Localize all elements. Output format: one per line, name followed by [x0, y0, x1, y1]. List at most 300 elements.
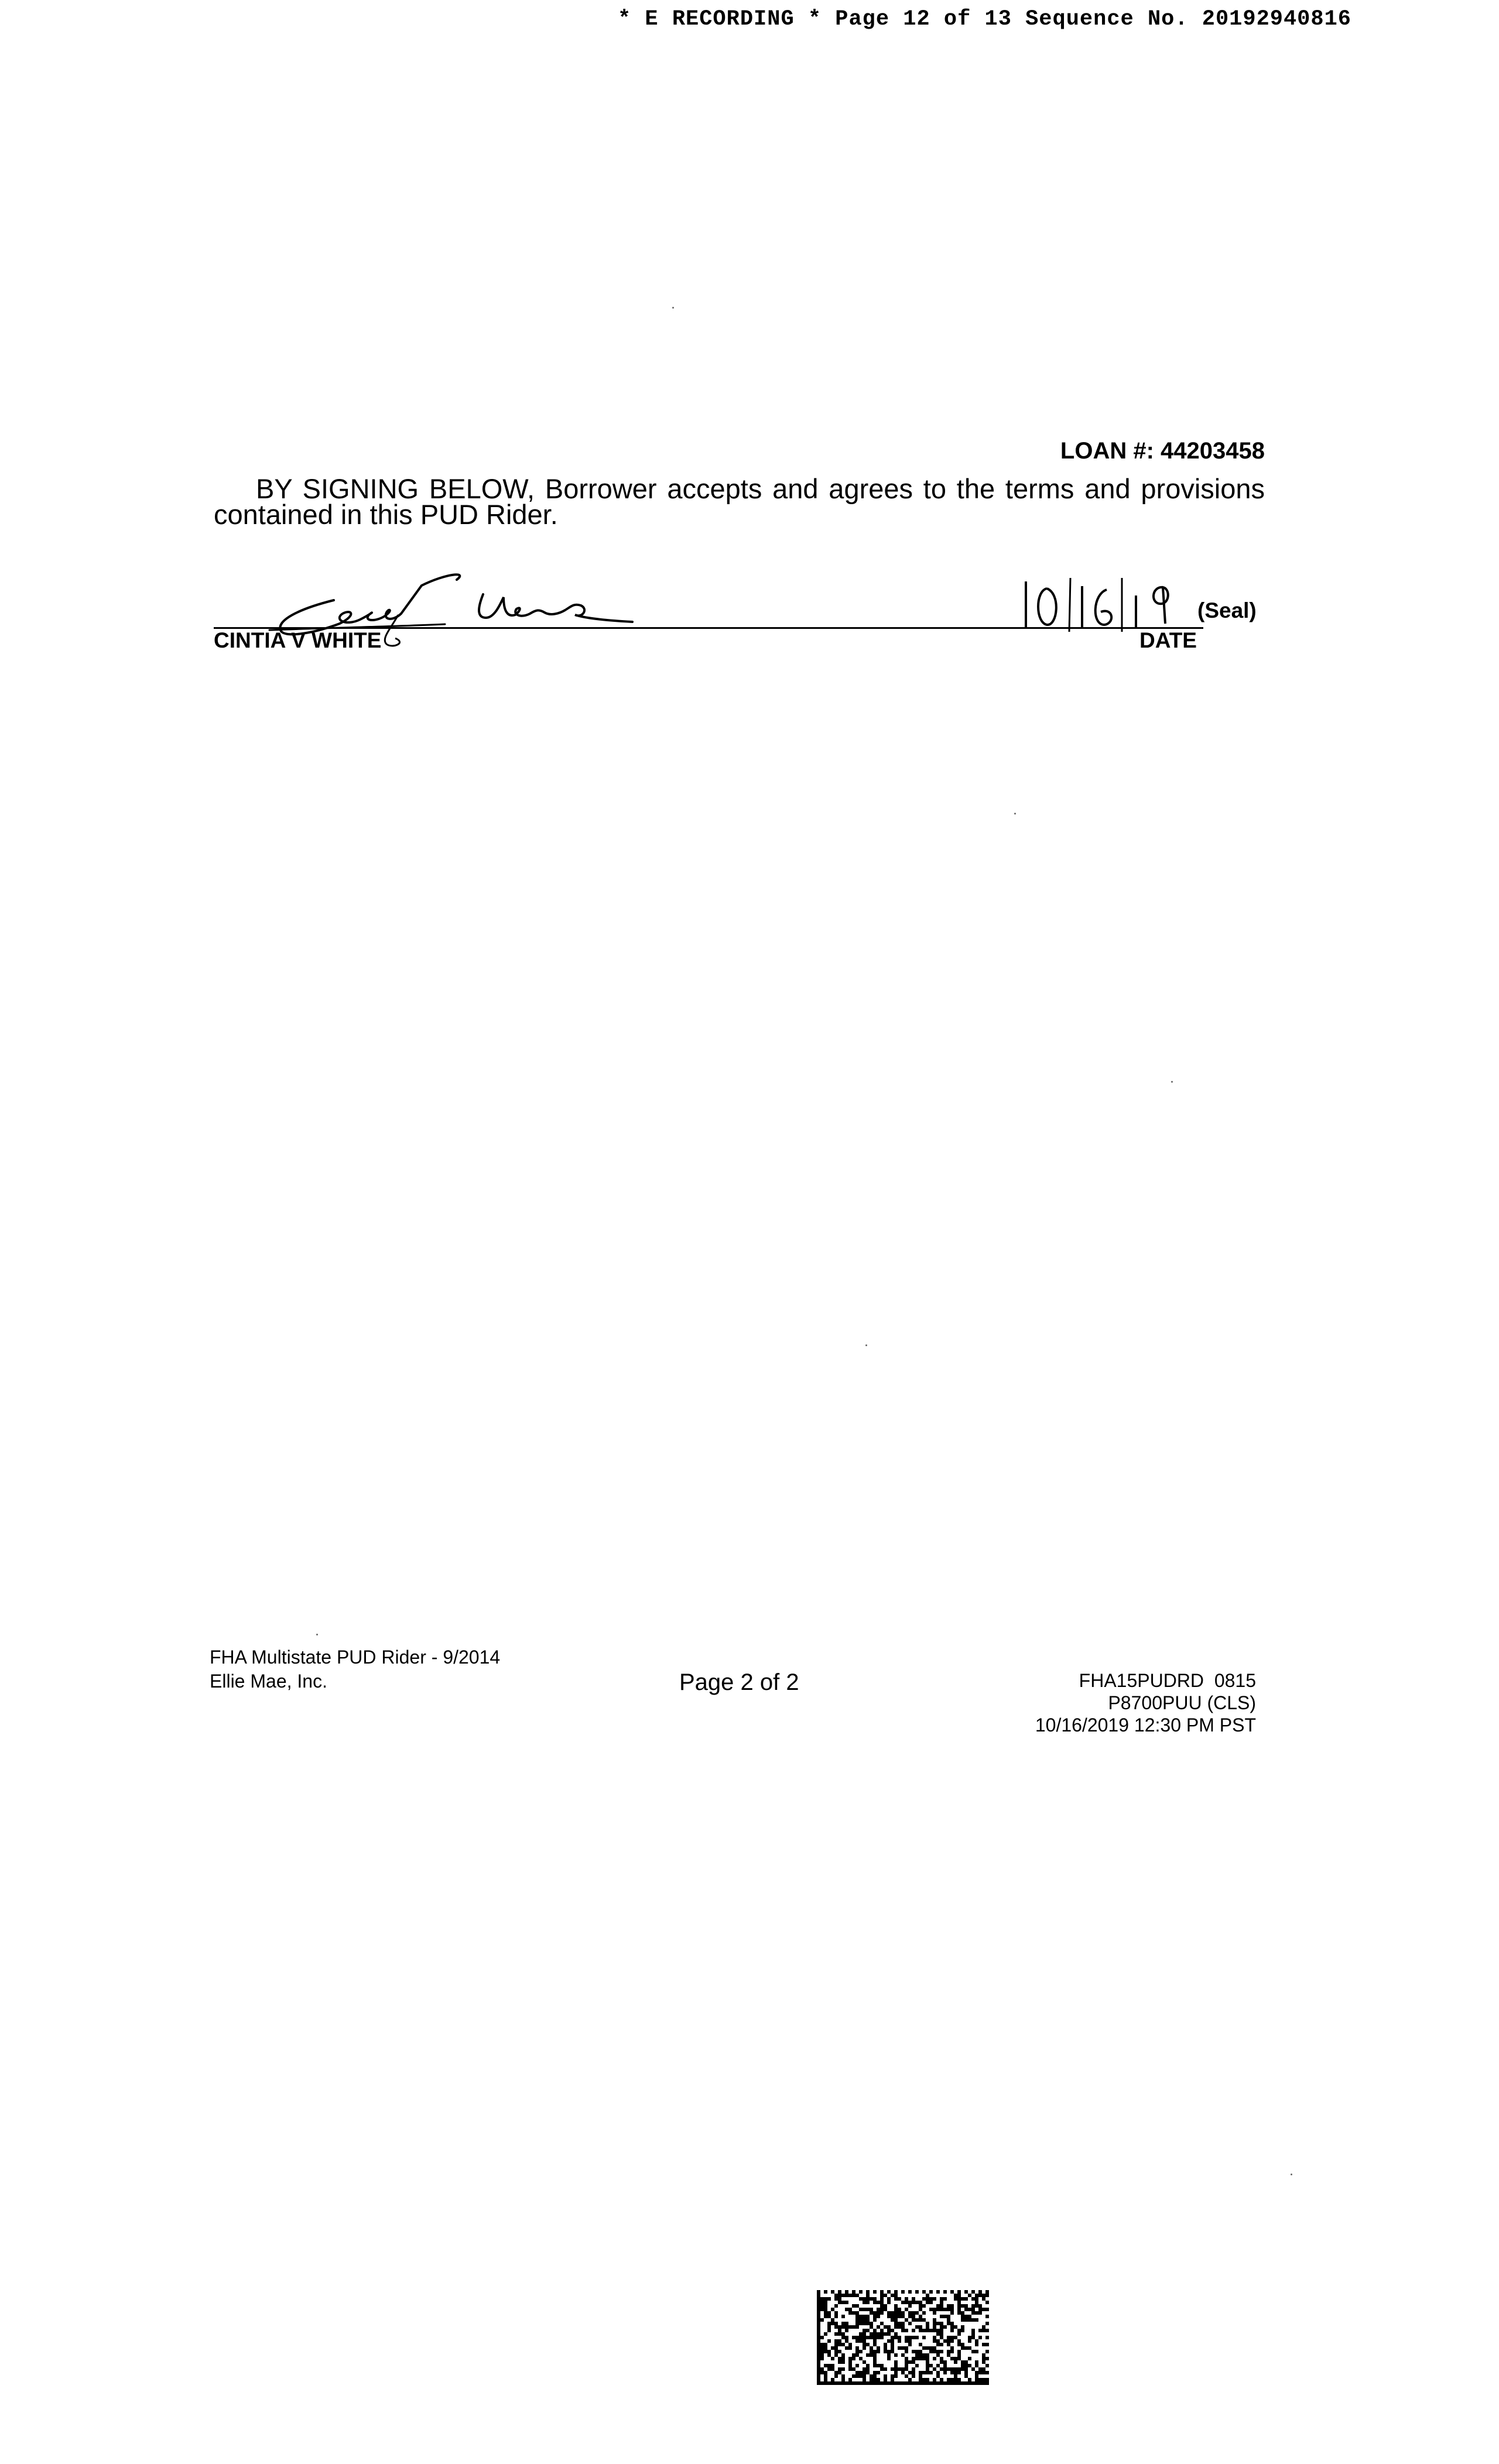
- barcode-module: [838, 2339, 841, 2343]
- barcode-module: [922, 2304, 926, 2308]
- barcode-module: [866, 2364, 870, 2367]
- barcode-module: [957, 2301, 961, 2304]
- barcode-module: [834, 2311, 838, 2315]
- barcode-module: [887, 2297, 891, 2301]
- barcode-module: [947, 2315, 950, 2318]
- barcode-module: [894, 2311, 898, 2315]
- recording-header: * E RECORDING * Page 12 of 13 Sequence No. 20192940816: [618, 7, 1351, 32]
- barcode-module: [870, 2353, 873, 2357]
- barcode-module: [982, 2308, 985, 2311]
- barcode-module: [905, 2346, 908, 2350]
- barcode-module: [838, 2290, 841, 2294]
- barcode-module: [898, 2346, 901, 2350]
- barcode-module: [824, 2297, 827, 2301]
- barcode-module: [873, 2378, 877, 2381]
- barcode-module: [880, 2301, 884, 2304]
- barcode-module: [922, 2336, 926, 2339]
- barcode-module: [982, 2371, 985, 2374]
- barcode-module: [863, 2329, 866, 2332]
- barcode-module: [855, 2350, 859, 2353]
- barcode-module: [985, 2343, 989, 2346]
- barcode-module: [880, 2308, 884, 2311]
- barcode-module: [859, 2297, 863, 2301]
- barcode-module: [852, 2367, 855, 2371]
- barcode-module: [919, 2353, 922, 2357]
- barcode-module: [855, 2336, 859, 2339]
- page-number: Page 2 of 2: [679, 1669, 799, 1695]
- barcode-module: [912, 2301, 915, 2304]
- barcode-module: [954, 2378, 957, 2381]
- barcode-module: [936, 2364, 940, 2367]
- barcode-module: [841, 2360, 845, 2364]
- barcode-module: [905, 2350, 908, 2353]
- barcode-module: [947, 2304, 950, 2308]
- barcode-module: [873, 2290, 877, 2294]
- barcode-module: [982, 2325, 985, 2329]
- barcode-module: [891, 2374, 894, 2378]
- barcode-module: [898, 2308, 901, 2311]
- barcode-module: [926, 2294, 929, 2297]
- barcode-module: [841, 2332, 845, 2336]
- barcode-module: [926, 2357, 929, 2360]
- barcode-module: [863, 2371, 866, 2374]
- barcode-module: [957, 2357, 961, 2360]
- barcode-module: [880, 2294, 884, 2297]
- barcode-module: [957, 2332, 961, 2336]
- barcode-module: [838, 2294, 841, 2297]
- barcode-module: [870, 2308, 873, 2311]
- barcode-module: [961, 2329, 964, 2332]
- barcode-module: [915, 2311, 919, 2315]
- barcode-module: [912, 2357, 915, 2360]
- barcode-module: [926, 2378, 929, 2381]
- barcode-module: [940, 2315, 943, 2318]
- barcode-module: [985, 2350, 989, 2353]
- barcode-module: [905, 2336, 908, 2339]
- barcode-module: [954, 2371, 957, 2374]
- barcode-module: [855, 2315, 859, 2318]
- barcode-module: [873, 2339, 877, 2343]
- barcode-module: [852, 2290, 855, 2294]
- barcode-module: [898, 2311, 901, 2315]
- barcode-module: [954, 2357, 957, 2360]
- barcode-module: [894, 2290, 898, 2294]
- barcode-module: [859, 2308, 863, 2311]
- barcode-module: [852, 2311, 855, 2315]
- barcode-module: [912, 2336, 915, 2339]
- barcode-module: [919, 2357, 922, 2360]
- barcode-module: [943, 2297, 947, 2301]
- barcode-module: [855, 2318, 859, 2322]
- barcode-module: [901, 2315, 905, 2318]
- barcode-module: [880, 2364, 884, 2367]
- barcode-module: [929, 2290, 933, 2294]
- barcode-module: [915, 2290, 919, 2294]
- barcode-module: [898, 2315, 901, 2318]
- agreement-paragraph: [214, 473, 1265, 530]
- barcode-module: [866, 2367, 870, 2371]
- barcode-module: [975, 2304, 978, 2308]
- scan-speck: [1291, 2174, 1292, 2175]
- barcode-module: [926, 2353, 929, 2357]
- barcode-module: [884, 2343, 887, 2346]
- barcode-module: [873, 2301, 877, 2304]
- barcode-module: [971, 2332, 975, 2336]
- barcode-module: [936, 2343, 940, 2346]
- barcode-module: [905, 2374, 908, 2378]
- barcode-module: [891, 2311, 894, 2315]
- barcode-module: [950, 2290, 954, 2294]
- barcode-module: [926, 2364, 929, 2367]
- barcode-module: [824, 2332, 827, 2336]
- barcode-module: [975, 2343, 978, 2346]
- barcode-module: [877, 2336, 880, 2339]
- barcode-module: [845, 2294, 848, 2297]
- barcode-module: [845, 2339, 848, 2343]
- barcode-module: [968, 2357, 971, 2360]
- barcode-module: [848, 2378, 852, 2381]
- barcode-module: [957, 2294, 961, 2297]
- barcode-module: [975, 2294, 978, 2297]
- barcode-module: [982, 2378, 985, 2381]
- barcode-module: [954, 2297, 957, 2301]
- barcode-module: [964, 2346, 968, 2350]
- barcode-module: [901, 2290, 905, 2294]
- barcode-module: [971, 2304, 975, 2308]
- barcode-module: [947, 2353, 950, 2357]
- barcode-module: [905, 2339, 908, 2343]
- barcode-module: [954, 2367, 957, 2371]
- barcode-module: [863, 2301, 866, 2304]
- barcode-module: [908, 2343, 912, 2346]
- barcode-module: [978, 2336, 982, 2339]
- barcode-module: [834, 2350, 838, 2353]
- barcode-module: [877, 2346, 880, 2350]
- barcode-module: [985, 2294, 989, 2297]
- barcode-module: [848, 2308, 852, 2311]
- barcode-module: [978, 2371, 982, 2374]
- barcode-module: [884, 2304, 887, 2308]
- barcode-module: [894, 2315, 898, 2318]
- barcode-module: [834, 2339, 838, 2343]
- barcode-module: [863, 2378, 866, 2381]
- barcode-module: [866, 2294, 870, 2297]
- barcode-module: [848, 2325, 852, 2329]
- form-name: FHA Multistate PUD Rider - 9/2014: [210, 1647, 501, 1668]
- barcode-module: [870, 2346, 873, 2350]
- barcode-module: [824, 2308, 827, 2311]
- barcode-module: [943, 2315, 947, 2318]
- barcode-module: [961, 2297, 964, 2301]
- barcode-module: [950, 2367, 954, 2371]
- barcode-module: [877, 2364, 880, 2367]
- barcode-module: [831, 2378, 834, 2381]
- barcode-module: [905, 2357, 908, 2360]
- barcode-module: [824, 2343, 827, 2346]
- barcode-module: [919, 2315, 922, 2318]
- barcode-module: [866, 2329, 870, 2332]
- barcode-module: [978, 2311, 982, 2315]
- barcode-module: [887, 2290, 891, 2294]
- barcode-module: [863, 2318, 866, 2322]
- barcode-module: [905, 2329, 908, 2332]
- barcode-module: [912, 2311, 915, 2315]
- barcode-module: [922, 2357, 926, 2360]
- barcode-module: [957, 2308, 961, 2311]
- barcode-module: [831, 2322, 834, 2325]
- barcode-module: [908, 2371, 912, 2374]
- barcode-module: [894, 2364, 898, 2367]
- scan-speck: [865, 1344, 867, 1346]
- barcode-module: [919, 2301, 922, 2304]
- barcode-module: [827, 2297, 831, 2301]
- barcode-module: [964, 2374, 968, 2378]
- barcode-module: [915, 2357, 919, 2360]
- barcode-module: [887, 2325, 891, 2329]
- barcode-module: [968, 2364, 971, 2367]
- barcode-module: [880, 2311, 884, 2315]
- barcode-module: [884, 2308, 887, 2311]
- barcode-module: [936, 2308, 940, 2311]
- barcode-module: [915, 2301, 919, 2304]
- barcode-module: [852, 2357, 855, 2360]
- barcode-module: [880, 2367, 884, 2371]
- barcode-module: [855, 2311, 859, 2315]
- barcode-module: [873, 2297, 877, 2301]
- barcode-module: [929, 2297, 933, 2301]
- barcode-module: [905, 2297, 908, 2301]
- barcode-module: [866, 2343, 870, 2346]
- barcode-module: [841, 2378, 845, 2381]
- barcode-module: [968, 2378, 971, 2381]
- barcode-module: [852, 2325, 855, 2329]
- barcode-module: [926, 2371, 929, 2374]
- barcode-module: [870, 2322, 873, 2325]
- barcode-module: [841, 2357, 845, 2360]
- barcode-module: [898, 2297, 901, 2301]
- barcode-module: [852, 2353, 855, 2357]
- barcode-module: [894, 2371, 898, 2374]
- barcode-module: [940, 2308, 943, 2311]
- barcode-module: [870, 2332, 873, 2336]
- barcode-module: [975, 2339, 978, 2343]
- barcode-module: [957, 2339, 961, 2343]
- barcode-module: [929, 2329, 933, 2332]
- barcode-module: [971, 2350, 975, 2353]
- barcode-module: [940, 2336, 943, 2339]
- barcode-module: [820, 2343, 824, 2346]
- barcode-module: [936, 2374, 940, 2378]
- barcode-module: [831, 2318, 834, 2322]
- barcode-module: [838, 2325, 841, 2329]
- barcode-module: [834, 2374, 838, 2378]
- barcode-module: [933, 2308, 936, 2311]
- barcode-module: [905, 2360, 908, 2364]
- barcode-module: [884, 2367, 887, 2371]
- barcode-module: [887, 2301, 891, 2304]
- barcode-module: [936, 2339, 940, 2343]
- barcode-module: [947, 2322, 950, 2325]
- barcode-module: [827, 2353, 831, 2357]
- barcode-module: [824, 2311, 827, 2315]
- barcode-module: [908, 2322, 912, 2325]
- barcode-module: [940, 2378, 943, 2381]
- barcode-module: [982, 2294, 985, 2297]
- barcode-module: [905, 2367, 908, 2371]
- barcode-module: [824, 2374, 827, 2378]
- barcode-module: [912, 2360, 915, 2364]
- barcode-module: [841, 2353, 845, 2357]
- barcode-module: [820, 2367, 824, 2371]
- barcode-module: [954, 2336, 957, 2339]
- barcode-module: [863, 2308, 866, 2311]
- barcode-module: [912, 2297, 915, 2301]
- barcode-module: [933, 2378, 936, 2381]
- barcode-module: [855, 2294, 859, 2297]
- barcode-module: [919, 2371, 922, 2374]
- barcode-module: [820, 2304, 824, 2308]
- barcode-module: [964, 2304, 968, 2308]
- barcode-module: [827, 2315, 831, 2318]
- barcode-module: [824, 2290, 827, 2294]
- barcode-module: [943, 2308, 947, 2311]
- barcode-module: [957, 2329, 961, 2332]
- barcode-module: [845, 2325, 848, 2329]
- barcode-module: [929, 2350, 933, 2353]
- barcode-module: [855, 2339, 859, 2343]
- barcode-module: [961, 2318, 964, 2322]
- barcode-module: [891, 2343, 894, 2346]
- barcode-module: [926, 2322, 929, 2325]
- barcode-module: [933, 2322, 936, 2325]
- barcode-module: [940, 2343, 943, 2346]
- barcode-module: [887, 2311, 891, 2315]
- barcode-module: [894, 2336, 898, 2339]
- barcode-module: [947, 2378, 950, 2381]
- barcode-module: [957, 2378, 961, 2381]
- barcode-module: [901, 2367, 905, 2371]
- barcode-module: [834, 2297, 838, 2301]
- barcode-module: [863, 2297, 866, 2301]
- barcode-module: [873, 2315, 877, 2318]
- barcode-module: [947, 2339, 950, 2343]
- barcode-module: [866, 2301, 870, 2304]
- barcode-module: [908, 2290, 912, 2294]
- barcode-module: [964, 2367, 968, 2371]
- barcode-module: [968, 2336, 971, 2339]
- barcode-module: [964, 2364, 968, 2367]
- barcode-module: [866, 2353, 870, 2357]
- barcode-module: [877, 2311, 880, 2315]
- barcode-module: [905, 2308, 908, 2311]
- barcode-module: [954, 2374, 957, 2378]
- barcode-module: [848, 2343, 852, 2346]
- barcode-module: [912, 2367, 915, 2371]
- barcode-module: [919, 2350, 922, 2353]
- form-code: FHA15PUDRD 0815: [1079, 1670, 1256, 1691]
- barcode-module: [926, 2346, 929, 2350]
- barcode-module: [964, 2308, 968, 2311]
- barcode-module: [933, 2350, 936, 2353]
- barcode-module: [880, 2297, 884, 2301]
- barcode-module: [912, 2350, 915, 2353]
- barcode-module: [961, 2311, 964, 2315]
- barcode-module: [824, 2378, 827, 2381]
- barcode-module: [866, 2322, 870, 2325]
- barcode-module: [901, 2311, 905, 2315]
- barcode-module: [968, 2294, 971, 2297]
- barcode-module: [824, 2371, 827, 2374]
- barcode-module: [884, 2325, 887, 2329]
- barcode-module: [838, 2343, 841, 2346]
- barcode-module: [838, 2297, 841, 2301]
- barcode-module: [866, 2371, 870, 2374]
- barcode-module: [940, 2304, 943, 2308]
- barcode-module: [940, 2325, 943, 2329]
- barcode-module: [908, 2336, 912, 2339]
- barcode-module: [975, 2364, 978, 2367]
- barcode-module: [957, 2367, 961, 2371]
- barcode-module: [863, 2336, 866, 2339]
- barcode-module: [975, 2311, 978, 2315]
- barcode-module: [880, 2329, 884, 2332]
- barcode-module: [831, 2357, 834, 2360]
- barcode-module: [915, 2318, 919, 2322]
- barcode-module: [824, 2364, 827, 2367]
- barcode-module: [873, 2353, 877, 2357]
- barcode-module: [898, 2336, 901, 2339]
- barcode-module: [863, 2346, 866, 2350]
- barcode-module: [971, 2329, 975, 2332]
- doc-code: P8700PUU (CLS): [1108, 1692, 1256, 1713]
- barcode-module: [877, 2308, 880, 2311]
- barcode-module: [894, 2332, 898, 2336]
- barcode-module: [922, 2378, 926, 2381]
- barcode-module: [845, 2329, 848, 2332]
- barcode-module: [855, 2304, 859, 2308]
- barcode-module: [891, 2378, 894, 2381]
- barcode-module: [936, 2332, 940, 2336]
- barcode-module: [978, 2378, 982, 2381]
- barcode-module: [936, 2350, 940, 2353]
- barcode-module: [915, 2350, 919, 2353]
- barcode-module: [820, 2357, 824, 2360]
- barcode-module: [891, 2339, 894, 2343]
- barcode-module: [901, 2322, 905, 2325]
- agreement-text: BY SIGNING BELOW, Borrower accepts and agrees to the terms and provisions contained in this PUD Rider.: [214, 473, 1265, 530]
- barcode-module: [985, 2371, 989, 2374]
- barcode-module: [891, 2294, 894, 2297]
- barcode-module: [852, 2294, 855, 2297]
- barcode-module: [985, 2308, 989, 2311]
- barcode-module: [912, 2374, 915, 2378]
- barcode-module: [915, 2353, 919, 2357]
- barcode-module: [863, 2367, 866, 2371]
- barcode-module: [957, 2297, 961, 2301]
- barcode-module: [964, 2318, 968, 2322]
- barcode-module: [943, 2371, 947, 2374]
- barcode-module: [985, 2329, 989, 2332]
- barcode-module: [915, 2336, 919, 2339]
- barcode-module: [848, 2357, 852, 2360]
- barcode-module: [950, 2308, 954, 2311]
- barcode-module: [950, 2339, 954, 2343]
- barcode-module: [877, 2301, 880, 2304]
- barcode-module: [922, 2353, 926, 2357]
- barcode-module: [831, 2290, 834, 2294]
- barcode-module: [978, 2329, 982, 2332]
- barcode-module: [824, 2350, 827, 2353]
